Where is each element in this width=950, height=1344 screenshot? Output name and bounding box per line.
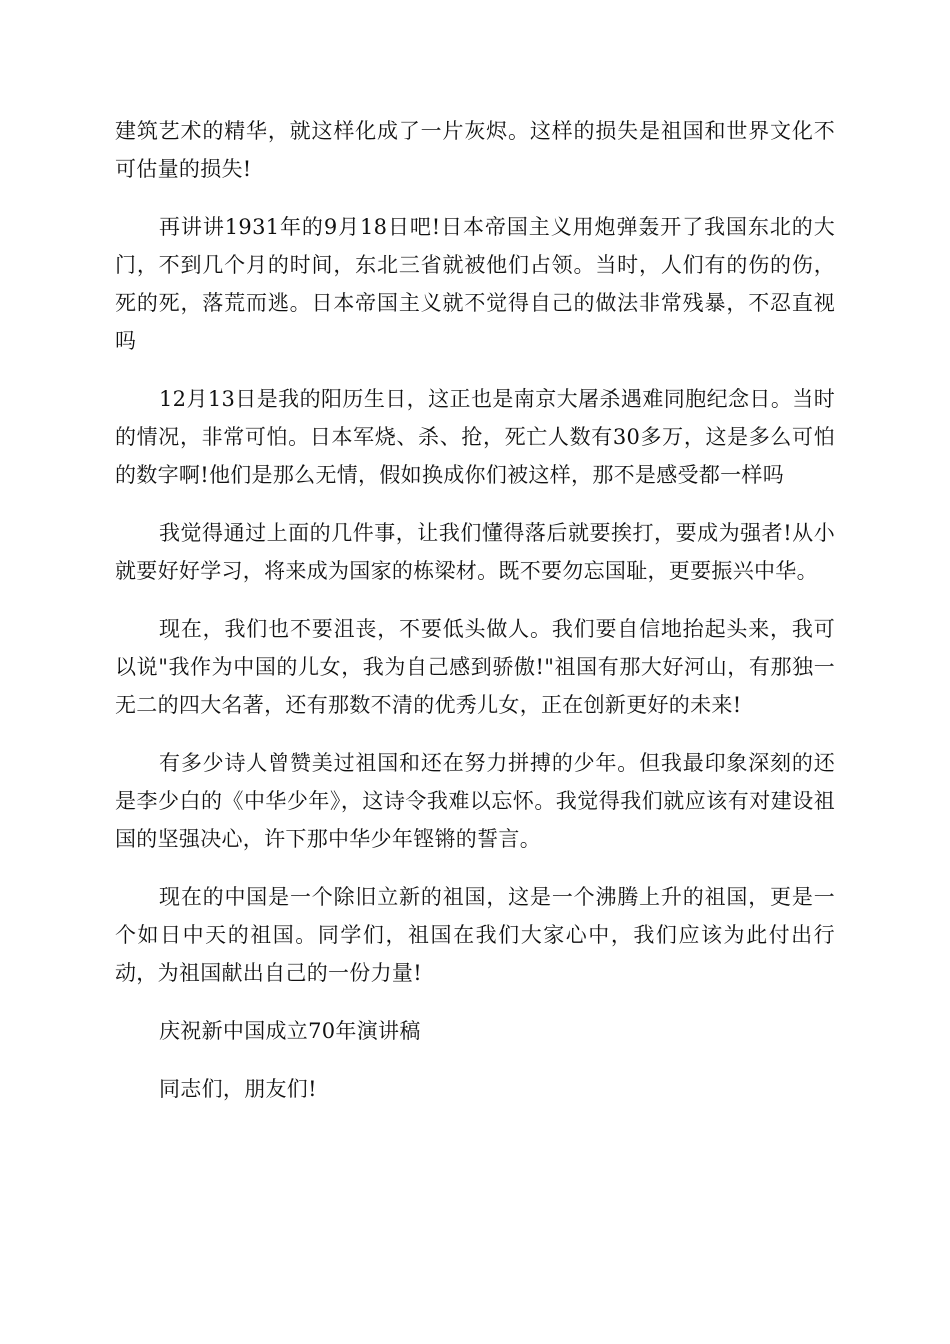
document-body (115, 112, 835, 1128)
paragraph-5: 现在，我们也不要沮丧，不要低头做人。我们要自信地抬起头来，我可以说"我作为中国的儿女，我为自己感到骄傲!"祖国有那大好河山，有那独一无二的四大名著，还有那数不清的优秀儿女，正在创新更好的未来! (115, 617, 835, 717)
paragraph-4: 我觉得通过上面的几件事，让我们懂得落后就要挨打，要成为强者!从小就要好好学习，将来成为国家的栋梁材。既不要勿忘国耻，更要振兴中华。 (115, 521, 835, 583)
speech-title: 庆祝新中国成立70年演讲稿 (159, 1019, 421, 1043)
paragraph-2: 再讲讲1931年的9月18日吧!日本帝国主义用炮弹轰开了我国东北的大门，不到几个月的时间，东北三省就被他们占领。当时，人们有的伤的伤，死的死，落荒而逃。日本帝国主义就不觉得自己的做法非常残暴，不忍直视吗 (115, 215, 835, 353)
paragraph-6: 有多少诗人曾赞美过祖国和还在努力拼搏的少年。但我最印象深刻的还是李少白的《中华少年》，这诗令我难以忘怀。我觉得我们就应该有对建设祖国的坚强决心，许下那中华少年铿锵的誓言。 (115, 751, 835, 851)
salutation: 同志们，朋友们! (159, 1077, 317, 1101)
paragraph-7: 现在的中国是一个除旧立新的祖国，这是一个沸腾上升的祖国，更是一个如日中天的祖国。同学们，祖国在我们大家心中，我们应该为此付出行动，为祖国献出自己的一份力量! (115, 885, 835, 985)
paragraph-1: 建筑艺术的精华，就这样化成了一片灰烬。这样的损失是祖国和世界文化不可估量的损失! (115, 119, 835, 181)
paragraph-3: 12月13日是我的阳历生日，这正也是南京大屠杀遇难同胞纪念日。当时的情况，非常可怕。日本军烧、杀、抢，死亡人数有30多万，这是多么可怕的数字啊!他们是那么无情，假如换成你们被这样，那不是感受都一样吗 (115, 387, 835, 487)
